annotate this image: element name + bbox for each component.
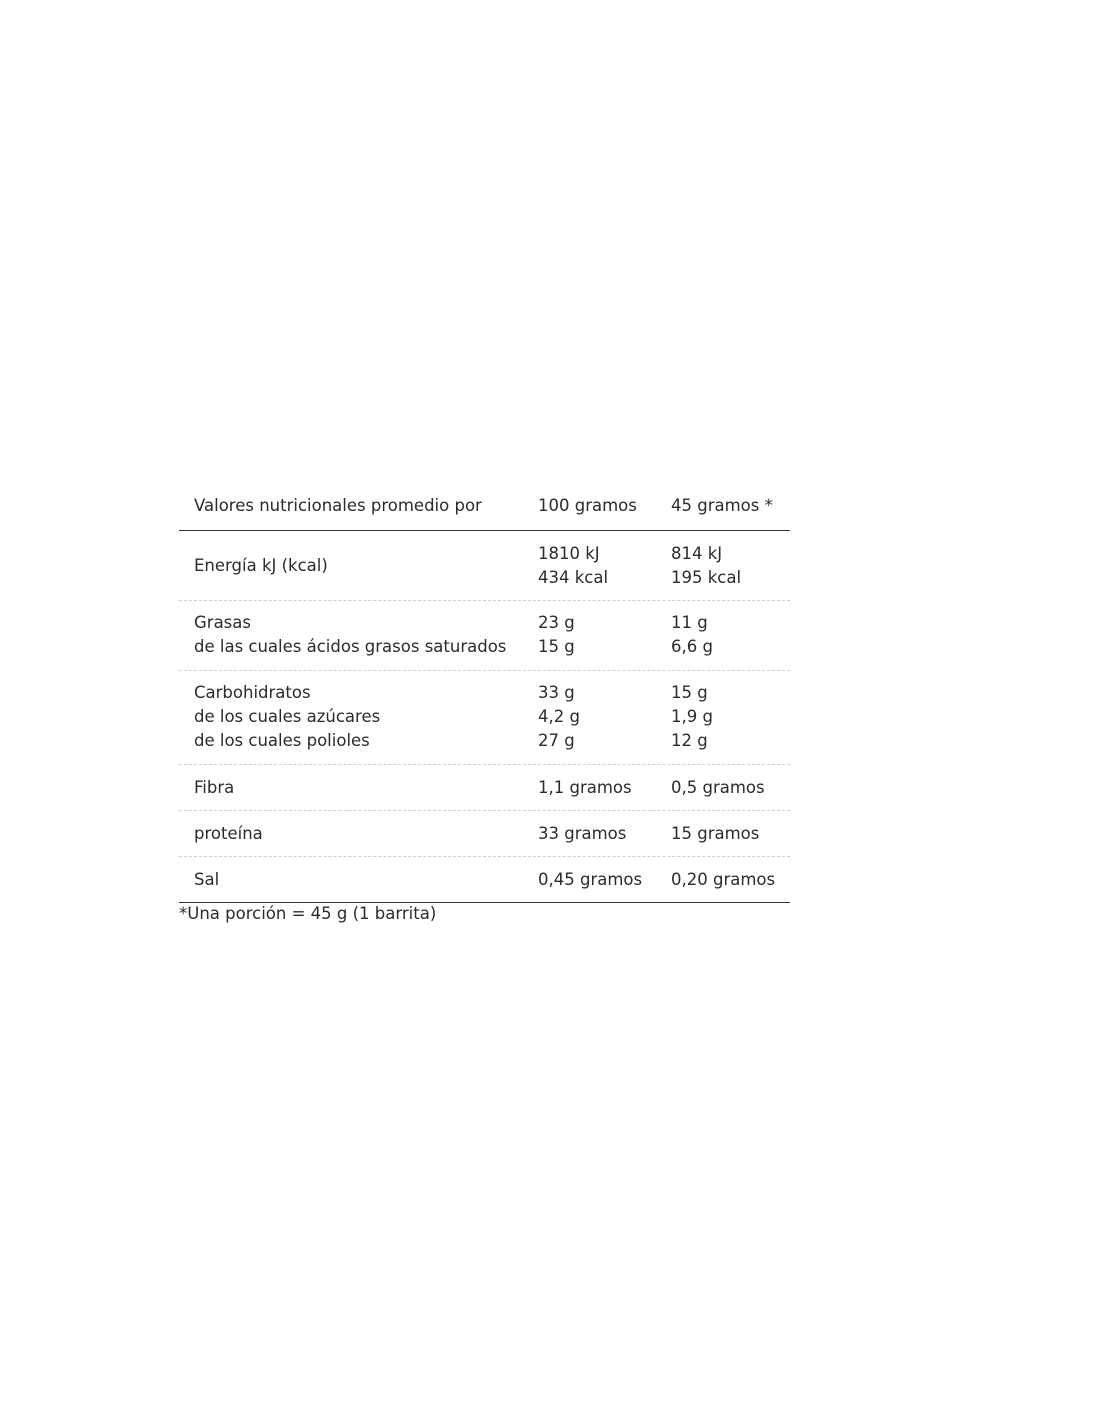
per-100-value: 27 g bbox=[538, 731, 575, 750]
per-45-cell bbox=[671, 611, 790, 670]
per-45-value: 0,5 gramos bbox=[671, 778, 765, 797]
per-45-cell bbox=[671, 542, 790, 600]
per-100-cell bbox=[538, 542, 671, 600]
per-100-value: 15 g bbox=[538, 637, 575, 656]
per-100-value: 1,1 gramos bbox=[538, 778, 632, 797]
per-100-value: 434 kcal bbox=[538, 568, 609, 587]
per-100-value: 1810 kJ bbox=[538, 544, 600, 563]
table-row-fiber bbox=[179, 765, 790, 811]
per-45-value: 195 kcal bbox=[671, 568, 742, 587]
row-sublabel: de los cuales polioles bbox=[194, 731, 370, 750]
table-row-energy bbox=[179, 531, 790, 601]
per-45-value: 15 gramos bbox=[671, 824, 760, 843]
table-header bbox=[179, 488, 790, 531]
header-per-100: 100 gramos bbox=[538, 496, 637, 515]
table-row-salt bbox=[179, 857, 790, 903]
row-label: Energía kJ (kcal) bbox=[194, 556, 328, 575]
per-45-value: 11 g bbox=[671, 613, 708, 632]
nutrition-table bbox=[179, 488, 790, 903]
per-100-cell bbox=[538, 681, 671, 764]
row-label-cell bbox=[179, 542, 538, 600]
row-label: Fibra bbox=[194, 778, 235, 797]
per-45-value: 12 g bbox=[671, 731, 708, 750]
row-label: Carbohidratos bbox=[194, 683, 311, 702]
row-label-cell bbox=[179, 681, 538, 764]
per-45-value: 0,20 gramos bbox=[671, 870, 776, 889]
header-per-45: 45 gramos * bbox=[671, 496, 773, 515]
per-100-value: 33 g bbox=[538, 683, 575, 702]
per-100-value: 23 g bbox=[538, 613, 575, 632]
per-45-cell bbox=[671, 681, 790, 764]
table-row-protein bbox=[179, 811, 790, 857]
table-row-fat bbox=[179, 601, 790, 671]
per-45-value: 814 kJ bbox=[671, 544, 723, 563]
per-100-value: 0,45 gramos bbox=[538, 870, 643, 889]
row-label: Sal bbox=[194, 870, 220, 889]
per-45-value: 6,6 g bbox=[671, 637, 713, 656]
per-100-value: 33 gramos bbox=[538, 824, 627, 843]
table-row-carbohydrates bbox=[179, 671, 790, 765]
serving-footnote: *Una porción = 45 g (1 barrita) bbox=[179, 904, 437, 923]
per-45-value: 15 g bbox=[671, 683, 708, 702]
row-label: Grasas bbox=[194, 613, 251, 632]
row-label-cell bbox=[179, 611, 538, 670]
row-sublabel: de los cuales azúcares bbox=[194, 707, 381, 726]
per-100-cell bbox=[538, 611, 671, 670]
per-100-value: 4,2 g bbox=[538, 707, 580, 726]
header-label: Valores nutricionales promedio por bbox=[194, 496, 482, 515]
row-sublabel: de las cuales ácidos grasos saturados bbox=[194, 637, 507, 656]
per-45-value: 1,9 g bbox=[671, 707, 713, 726]
row-label: proteína bbox=[194, 824, 263, 843]
